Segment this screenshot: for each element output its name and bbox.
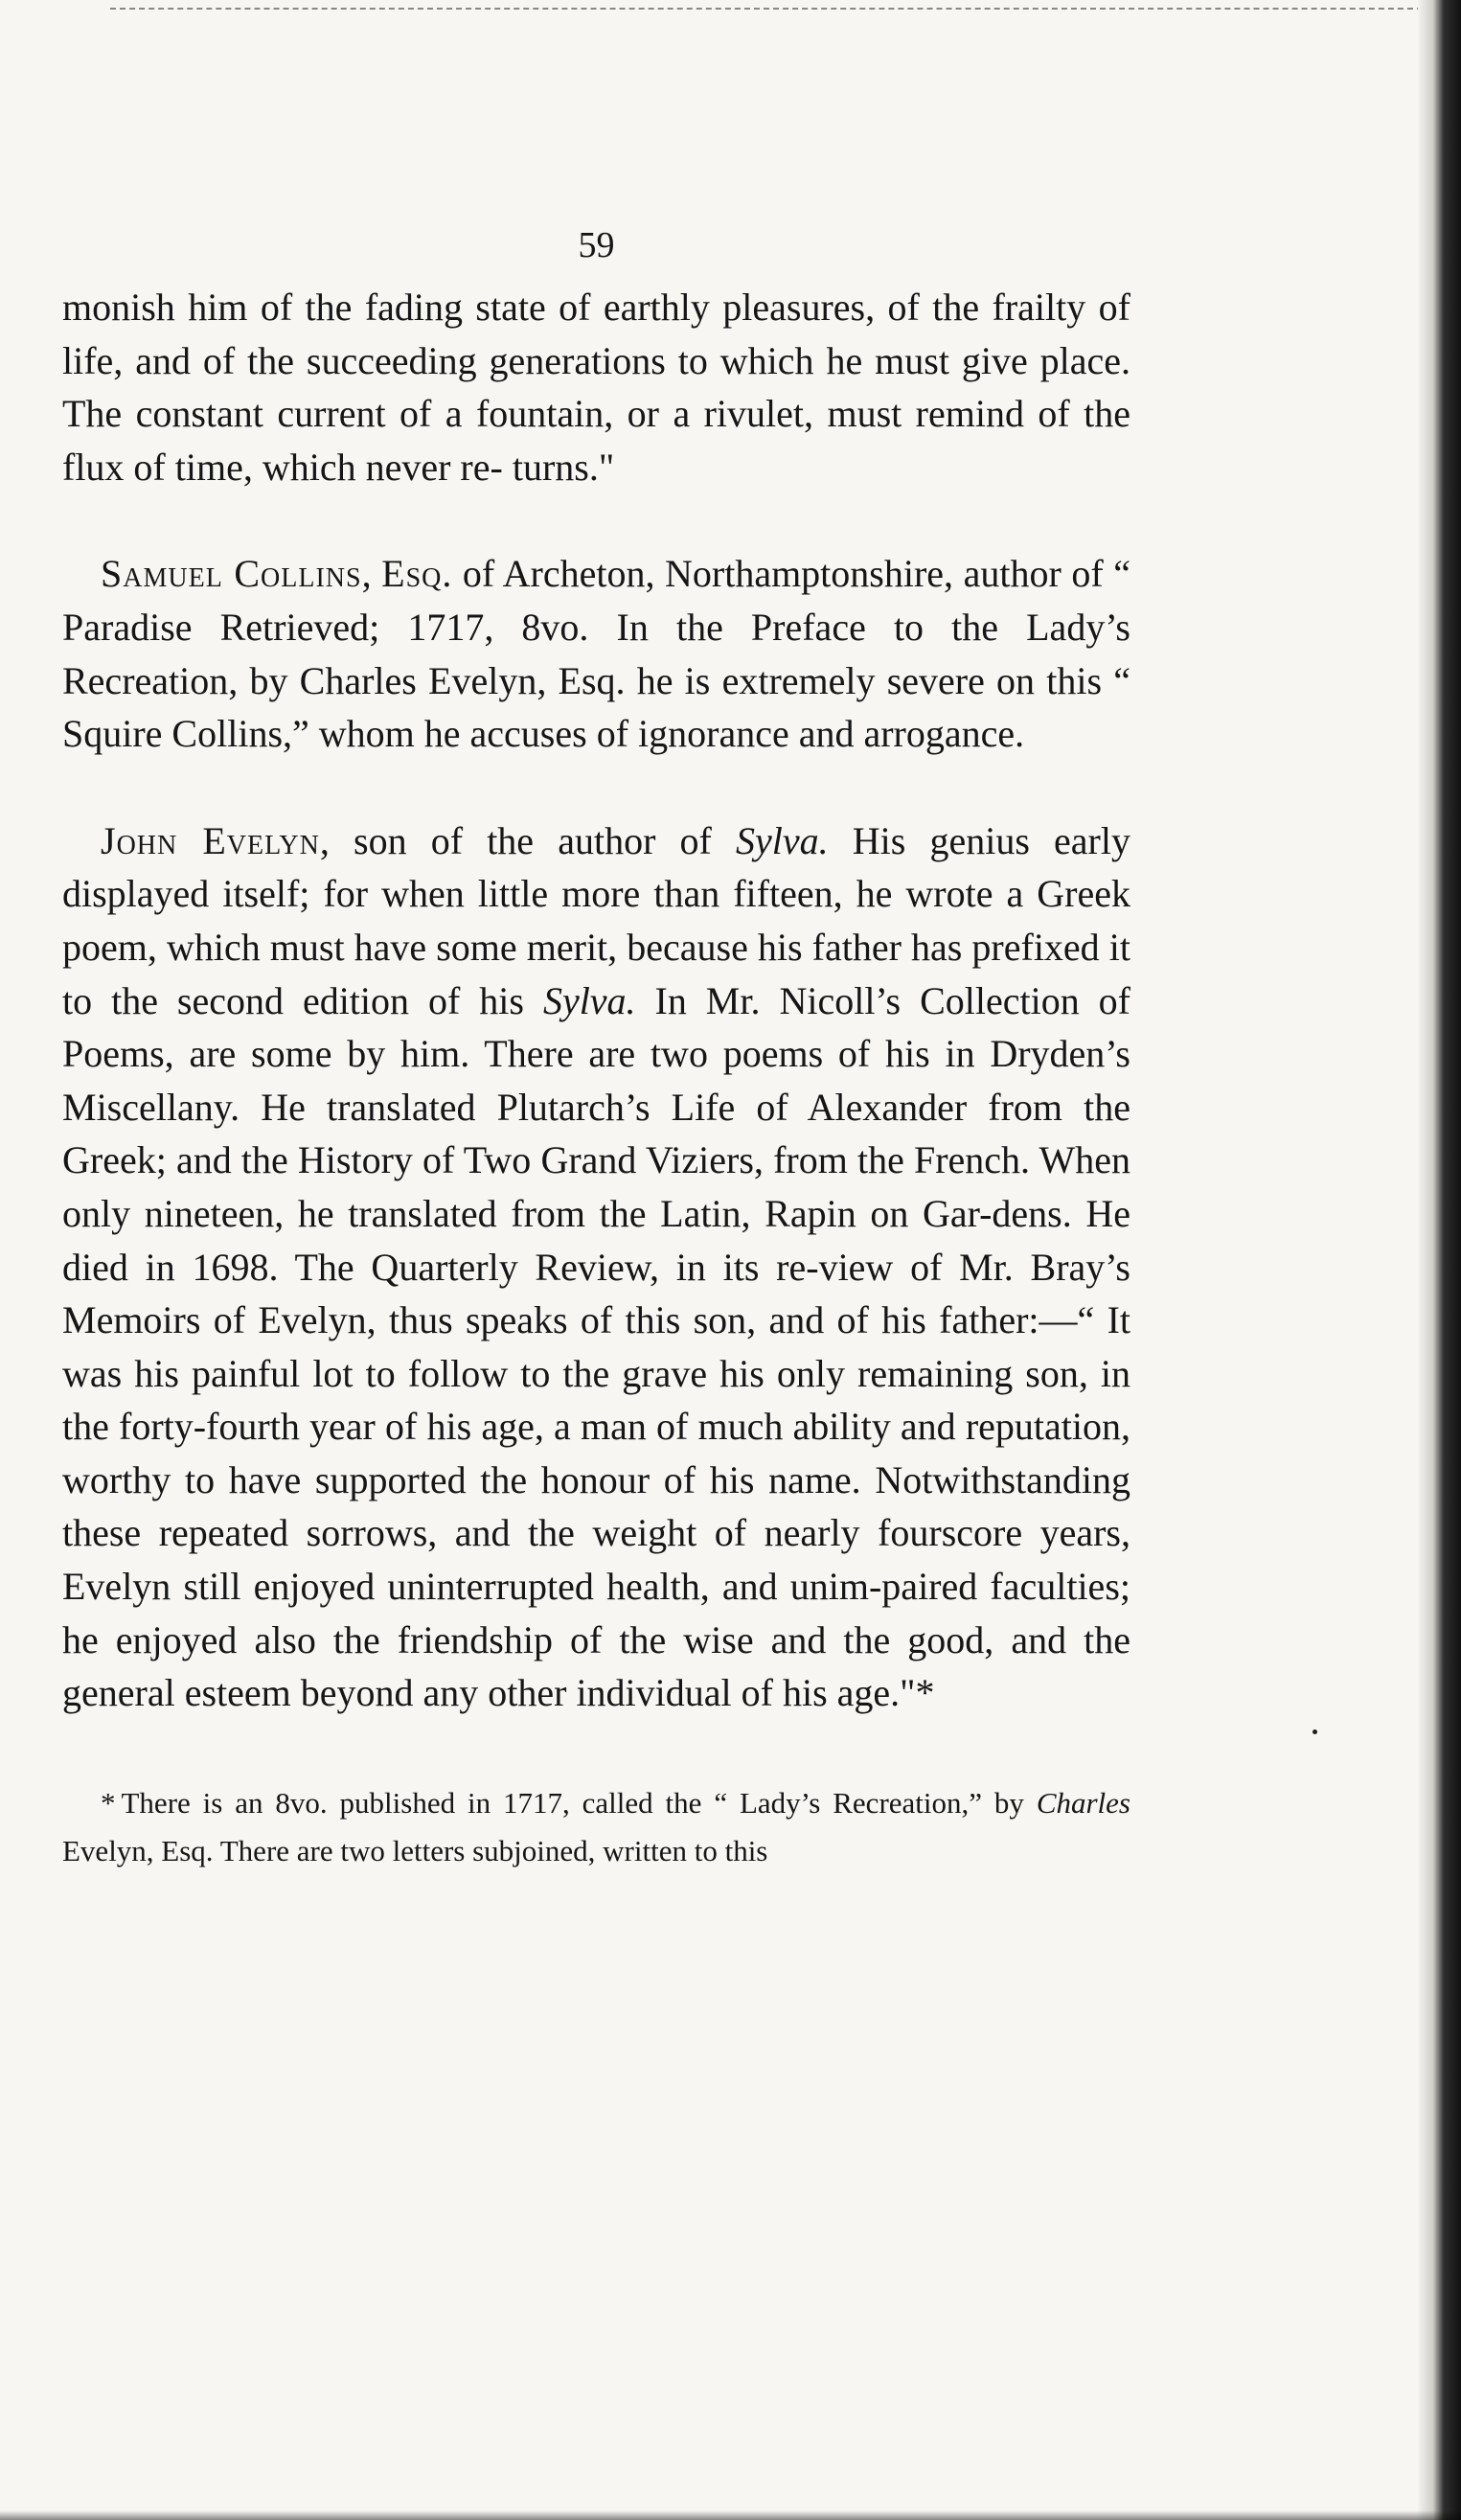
page-number: 59 xyxy=(578,225,615,265)
paragraph-samuel-collins xyxy=(62,547,1130,760)
body-text xyxy=(62,281,1130,1720)
footnote xyxy=(62,1779,1130,1875)
text-segment: His genius early displayed itself; for when little more than fifteen, he wrote a Greek poem, which must have some merit, because his father has prefixed it to the second edition of his xyxy=(62,818,1130,1022)
text-segment: , son of the author of xyxy=(319,818,736,862)
footnote-text: Evelyn, Esq. There are two letters subjoined, written to this xyxy=(62,1833,768,1867)
text-line: to the Lady’s Recreation, by Charles Evelyn, Esq. he is xyxy=(62,605,1130,702)
paragraph-continuation xyxy=(62,281,1130,493)
text-line: of Archeton, Northamptonshire, xyxy=(452,552,954,596)
paragraph-gap xyxy=(62,493,1130,547)
italic-title: Sylva. xyxy=(736,818,829,862)
entry-name: John Evelyn xyxy=(101,818,320,862)
paragraph-gap xyxy=(62,761,1130,814)
page-binding-edge xyxy=(1418,0,1461,2520)
entry-name: Samuel Collins xyxy=(101,552,362,596)
page-bottom-edge xyxy=(0,2510,1461,2520)
entry-title: Esq. xyxy=(381,552,453,596)
footnote-text: There is an 8vo. published in 1717, called the “ Lady’s Recreation,” by xyxy=(121,1785,1037,1820)
ink-speck xyxy=(1313,1730,1317,1734)
text-line: of ignorance and arrogance. xyxy=(596,712,1025,756)
text-line: turns." xyxy=(512,445,615,489)
footnote-italic-name: Charles xyxy=(1036,1785,1130,1820)
page-top-edge xyxy=(110,8,1423,10)
text-line: monish him of the fading state of earthly pleasures, of the xyxy=(62,286,980,329)
page-content xyxy=(62,223,1130,1905)
footnote-marker: * xyxy=(101,1785,116,1820)
text-segment: In Mr. Nicoll’s Collection of Poems, are some by him. There are two poems of his in Dryden’s Miscellany. He translated Plutarch’s Life of Alexander from the Greek; and the History of Two Grand Viziers, from the French. When only nineteen, he translated from the Latin, Rapin on Gar-dens. He died in 1698. The Quarterly Review, in its re-view of Mr. Bray’s Memoirs of Evelyn, thus speaks of this son, and of his father:—“ It was his painful lot to follow to the grave his only remaining son, in the forty-fourth year of his age, a man of much ability and reputation, worthy to have supported the honour of his name. Notwithstanding these repeated sorrows, and the weight of nearly fourscore years, Evelyn still enjoyed uninterrupted health, and unim-paired faculties; he enjoyed also the friendship of the wise and the good, and the general esteem beyond any other individual of his age."* xyxy=(62,978,1130,1715)
name-separator: , xyxy=(361,552,382,596)
italic-title: Sylva. xyxy=(542,978,636,1022)
text-line: frailty of life, and of the succeeding generations to which xyxy=(62,286,1130,382)
text-line: extremely severe on this “ Squire Collins,” whom he accuses xyxy=(62,658,1130,756)
paragraph-john-evelyn xyxy=(62,814,1130,1720)
text-line: author of “ Paradise Retrieved; 1717, 8vo. In the Preface xyxy=(62,552,1131,649)
text-line: a rivulet, must remind of the flux of time, which never re- xyxy=(62,392,1131,489)
text-line: he must give place. The constant current of a fountain, or xyxy=(62,338,1131,436)
